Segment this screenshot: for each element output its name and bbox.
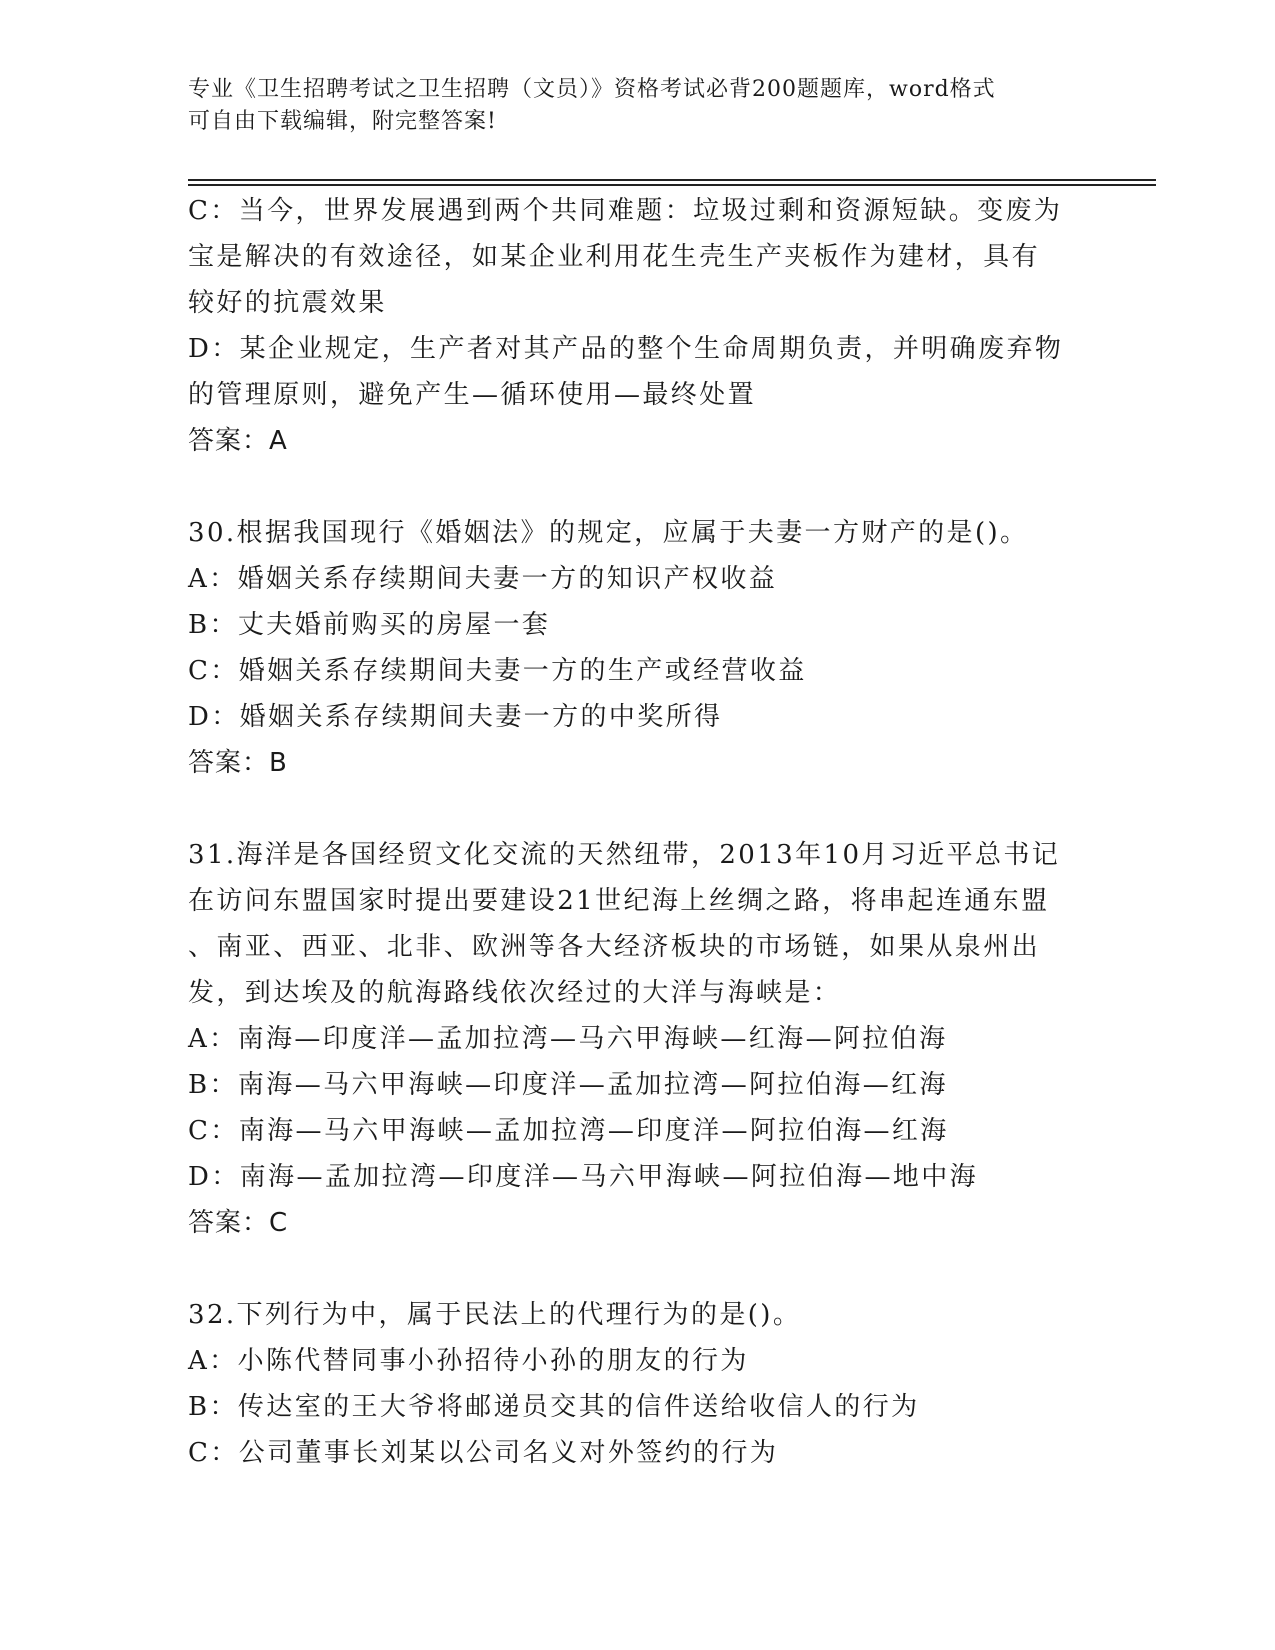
q32-question: 32.下列行为中，属于民法上的代理行为的是()。 bbox=[188, 1300, 802, 1330]
q31-option-d: D：南海—孟加拉湾—印度洋—马六甲海峡—阿拉伯海—地中海 bbox=[188, 1162, 979, 1192]
q31-question-line-3: 、南亚、西亚、北非、欧洲等各大经济板块的市场链，如果从泉州出 bbox=[188, 932, 1041, 962]
q31-question-line-2: 在访问东盟国家时提出要建设21世纪海上丝绸之路，将串起连通东盟 bbox=[188, 886, 1050, 916]
header-line-2: 可自由下载编辑，附完整答案! bbox=[188, 109, 497, 134]
q30-option-c: C：婚姻关系存续期间夫妻一方的生产或经营收益 bbox=[188, 656, 807, 686]
q32-option-b: B：传达室的王大爷将邮递员交其的信件送给收信人的行为 bbox=[188, 1392, 920, 1422]
q31-option-a: A：南海—印度洋—孟加拉湾—马六甲海峡—红海—阿拉伯海 bbox=[188, 1024, 948, 1054]
q29-answer: 答案：A bbox=[188, 426, 288, 456]
q32-option-c: C：公司董事长刘某以公司名义对外签约的行为 bbox=[188, 1438, 779, 1468]
question-31-block bbox=[188, 832, 1088, 1246]
q31-question-line-1: 31.海洋是各国经贸文化交流的天然纽带，2013年10月习近平总书记 bbox=[188, 840, 1061, 870]
document-body bbox=[188, 188, 1088, 1476]
q31-answer: 答案：C bbox=[188, 1208, 289, 1238]
q31-question-line-4: 发，到达埃及的航海路线依次经过的大洋与海峡是： bbox=[188, 978, 842, 1008]
spacer bbox=[188, 1246, 1088, 1292]
question-32-block bbox=[188, 1292, 1088, 1476]
q29-option-d-line-2: 的管理原则，避免产生—循环使用—最终处置 bbox=[188, 380, 757, 410]
document-header bbox=[188, 74, 1068, 138]
q31-option-c: C：南海—马六甲海峡—孟加拉湾—印度洋—阿拉伯海—红海 bbox=[188, 1116, 949, 1146]
spacer bbox=[188, 464, 1088, 510]
question-30-block bbox=[188, 510, 1088, 786]
q30-option-b: B：丈夫婚前购买的房屋一套 bbox=[188, 610, 551, 640]
q30-answer: 答案：B bbox=[188, 748, 288, 778]
q32-option-a: A：小陈代替同事小孙招待小孙的朋友的行为 bbox=[188, 1346, 749, 1376]
spacer bbox=[188, 786, 1088, 832]
header-divider-top bbox=[188, 179, 1156, 181]
header-line-1: 专业《卫生招聘考试之卫生招聘（文员）》资格考试必背200题题库，word格式 bbox=[188, 77, 996, 102]
q30-question: 30.根据我国现行《婚姻法》的规定，应属于夫妻一方财产的是()。 bbox=[188, 518, 1029, 548]
q31-option-b: B：南海—马六甲海峡—印度洋—孟加拉湾—阿拉伯海—红海 bbox=[188, 1070, 948, 1100]
q29-option-d-line-1: D：某企业规定，生产者对其产品的整个生命周期负责，并明确废弃物 bbox=[188, 334, 1064, 364]
header-divider-bottom bbox=[188, 184, 1156, 186]
q29-option-c-line-1: C：当今，世界发展遇到两个共同难题：垃圾过剩和资源短缺。变废为 bbox=[188, 196, 1063, 226]
q29-option-c-line-2: 宝是解决的有效途径，如某企业利用花生壳生产夹板作为建材，具有 bbox=[188, 242, 1041, 272]
question-29-block bbox=[188, 188, 1088, 464]
q30-option-a: A：婚姻关系存续期间夫妻一方的知识产权收益 bbox=[188, 564, 778, 594]
q29-option-c-line-3: 较好的抗震效果 bbox=[188, 288, 387, 318]
q30-option-d: D：婚姻关系存续期间夫妻一方的中奖所得 bbox=[188, 702, 723, 732]
